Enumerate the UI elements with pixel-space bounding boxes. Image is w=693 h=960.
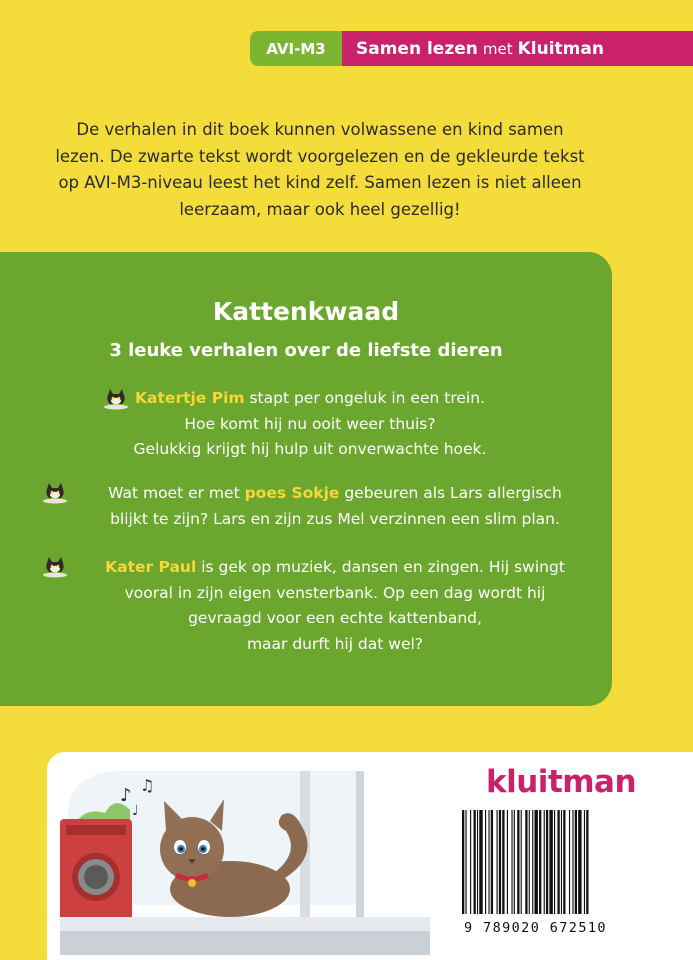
series-label-part1: Samen lezen bbox=[356, 38, 478, 59]
book-title: Kattenkwaad bbox=[212, 297, 400, 326]
avi-level-badge: AVI-M3 bbox=[250, 31, 342, 66]
barcode-bar bbox=[569, 810, 570, 914]
barcode-bar bbox=[502, 810, 504, 914]
publisher-logo: kluitman bbox=[486, 764, 637, 800]
barcode-bar bbox=[532, 810, 533, 914]
series-label-part2: met bbox=[482, 39, 513, 58]
intro-line: lezen. De zwarte tekst wordt voorgelezen en de gekleurde tekst bbox=[55, 146, 585, 166]
barcode-bar bbox=[554, 810, 555, 914]
intro-line: op AVI-M3-niveau leest het kind zelf. Samen lezen is niet alleen bbox=[58, 173, 582, 192]
story-1-line1: stapt per ongeluk in een trein. bbox=[244, 389, 485, 407]
series-badge bbox=[250, 31, 693, 66]
barcode-bar bbox=[511, 810, 512, 914]
svg-text:♪: ♪ bbox=[120, 785, 132, 806]
barcode-bar bbox=[561, 810, 562, 914]
book-subtitle: 3 leuke verhalen over de liefste dieren bbox=[109, 340, 503, 361]
barcode-bar bbox=[525, 810, 527, 914]
barcode-bar bbox=[557, 810, 559, 914]
barcode-bar bbox=[584, 810, 585, 914]
barcode-bar bbox=[586, 810, 588, 914]
intro-text bbox=[40, 117, 600, 223]
series-label bbox=[342, 31, 693, 66]
story-2-line1-pre: Wat moet er met bbox=[108, 484, 245, 502]
barcode-bar bbox=[499, 810, 501, 914]
barcode-bar bbox=[563, 810, 565, 914]
story-2-line2: blijkt te zijn? Lars en zijn zus Mel verzinnen een slim plan. bbox=[110, 509, 560, 528]
story-2-line1-post: gebeuren als Lars allergisch bbox=[339, 484, 562, 502]
story-3-line1: is gek op muziek, dansen en zingen. Hij swingt bbox=[196, 558, 565, 576]
barcode-bar bbox=[549, 810, 552, 914]
barcode-bar bbox=[507, 810, 508, 914]
barcode-bar bbox=[578, 810, 581, 914]
story-1-line2: Hoe komt hij nu ooit weer thuis? bbox=[184, 414, 436, 433]
isbn-number: 9 789020 672510 bbox=[464, 920, 607, 936]
story-1-cat-name: Katertje Pim bbox=[135, 389, 245, 407]
barcode-bar bbox=[485, 810, 486, 914]
barcode-bar bbox=[477, 810, 478, 914]
barcode-bar bbox=[488, 810, 489, 914]
story-1 bbox=[60, 386, 560, 463]
barcode-bar bbox=[497, 810, 498, 914]
barcode-bar bbox=[529, 810, 530, 914]
isbn-barcode bbox=[450, 808, 656, 918]
barcode-bar bbox=[462, 810, 464, 914]
story-3-line3: gevraagd voor een echte kattenband, bbox=[188, 609, 482, 627]
svg-text:♫: ♫ bbox=[140, 776, 155, 795]
barcode-bar bbox=[534, 810, 537, 914]
barcode-bar bbox=[474, 810, 476, 914]
cat-window-illustration bbox=[60, 765, 430, 955]
barcode-bar bbox=[514, 810, 515, 914]
story-1-line3: Gelukkig krijgt hij hulp uit onverwachte hoek. bbox=[133, 440, 487, 458]
story-3 bbox=[60, 555, 610, 657]
story-3-cat-name: Kater Paul bbox=[105, 558, 197, 576]
story-2 bbox=[60, 481, 610, 532]
story-3-line4: maar durft hij dat wel? bbox=[246, 634, 424, 653]
barcode-bar bbox=[470, 810, 471, 914]
story-3-line2: vooral in zijn eigen vensterbank. Op een dag wordt hij bbox=[124, 583, 546, 602]
barcode-bar bbox=[575, 810, 577, 914]
barcode-bar bbox=[572, 810, 573, 914]
barcode-bar bbox=[539, 810, 541, 914]
barcode-bar bbox=[544, 810, 545, 914]
series-label-part3: Kluitman bbox=[517, 38, 604, 59]
story-2-cat-name: poes Sokje bbox=[244, 484, 340, 502]
intro-line: leerzaam, maar ook heel gezellig! bbox=[179, 199, 461, 219]
barcode-bar bbox=[546, 810, 548, 914]
barcode-bar bbox=[491, 810, 493, 914]
barcode-bar bbox=[517, 810, 519, 914]
barcode-bar bbox=[479, 810, 482, 914]
intro-line: De verhalen in dit boek kunnen volwassene en kind samen bbox=[76, 120, 564, 139]
barcode-bar bbox=[521, 810, 522, 914]
barcode-bar bbox=[465, 810, 466, 914]
svg-text:♩: ♩ bbox=[132, 803, 139, 819]
